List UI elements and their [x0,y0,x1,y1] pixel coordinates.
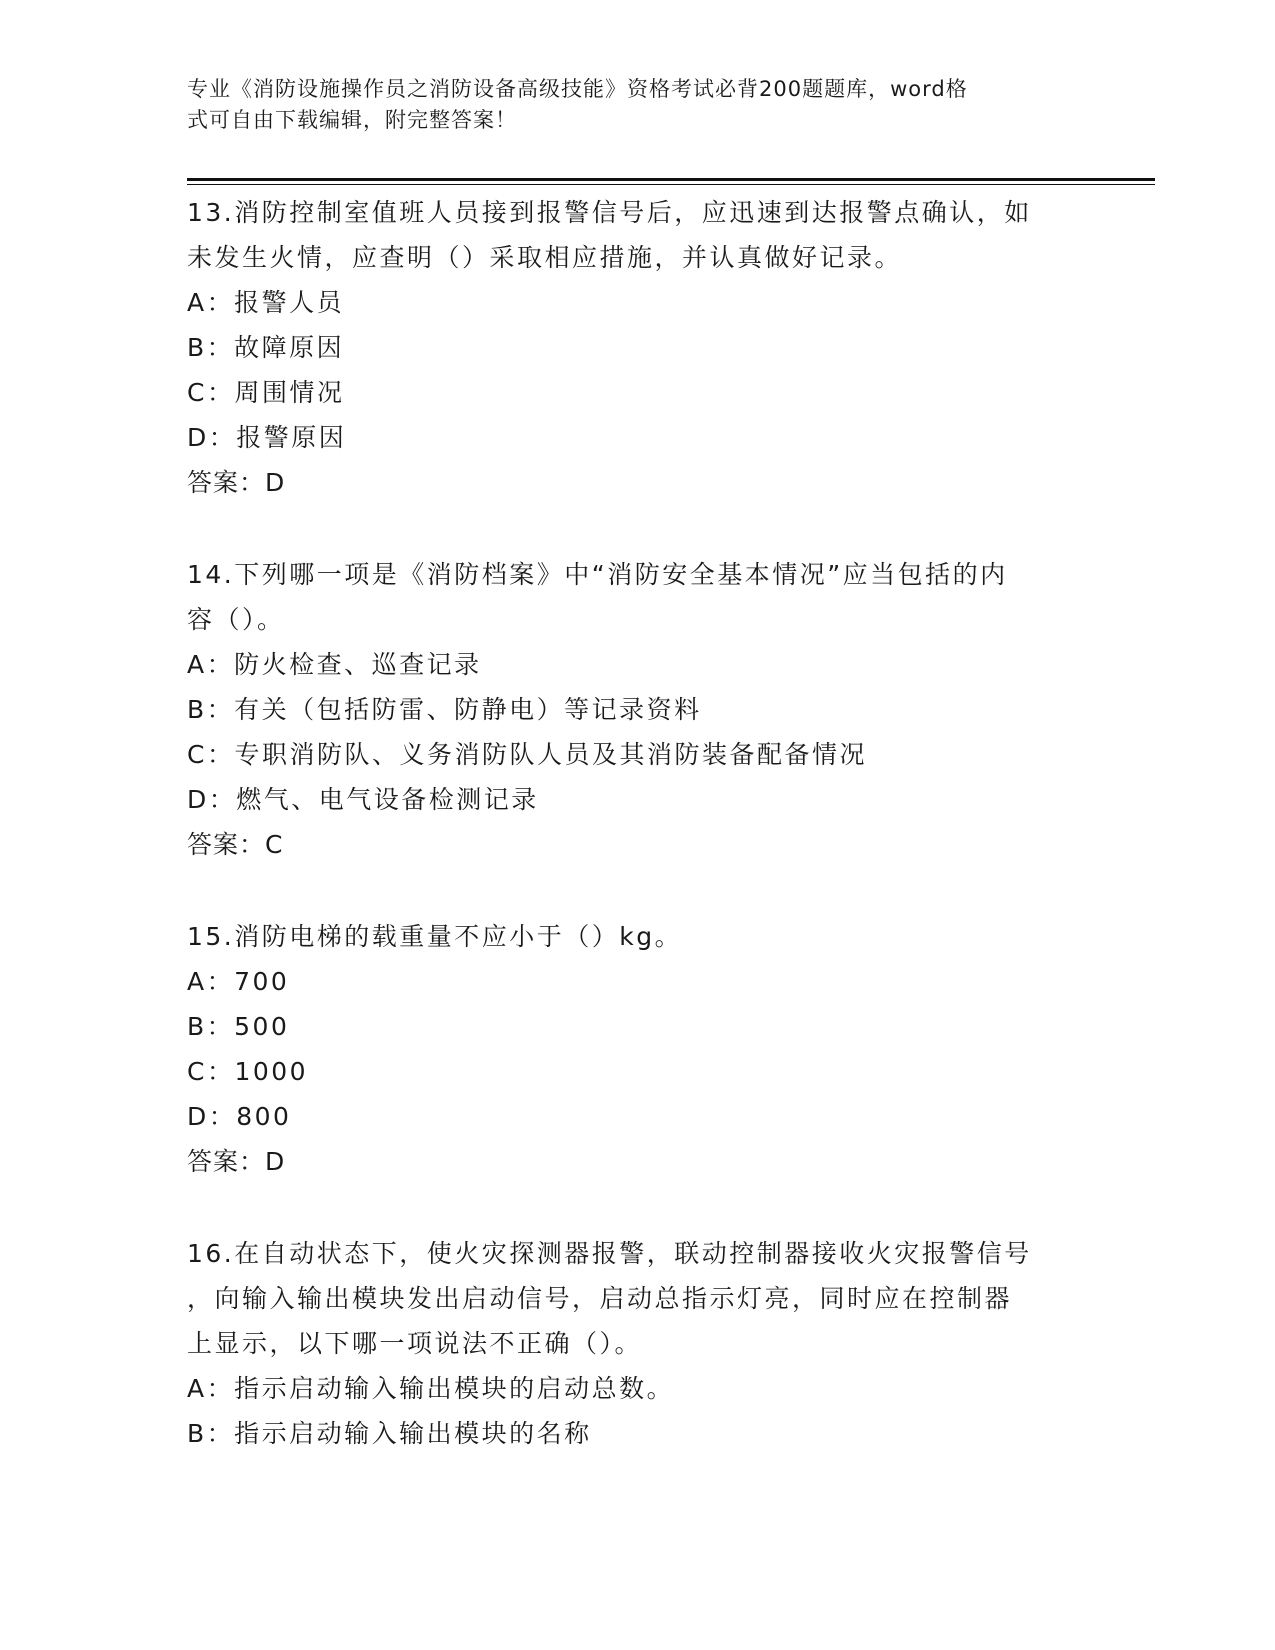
question-stem: 13.消防控制室值班人员接到报警信号后，应迅速到达报警点确认，如 未发生火情，应查明（）采取相应措施，并认真做好记录。 [187,198,1032,272]
question-14 [187,552,1087,867]
option-b: B：故障原因 [187,333,345,362]
question-13 [187,190,1087,505]
option-a: A：防火检查、巡查记录 [187,650,482,679]
option-c: C：1000 [187,1057,309,1086]
option-a: A：700 [187,967,290,996]
option-c: C：周围情况 [187,378,345,407]
option-c: C：专职消防队、义务消防队人员及其消防装备配备情况 [187,740,867,769]
answer-line: 答案：D [187,468,286,497]
answer-line: 答案：D [187,1147,286,1176]
document-header [187,74,1067,136]
question-list [187,190,1087,1503]
question-16 [187,1231,1087,1456]
question-15 [187,914,1087,1184]
question-stem: 15.消防电梯的载重量不应小于（）kg。 [187,922,683,951]
header-line-2: 式可自由下载编辑，附完整答案！ [187,108,517,132]
option-b: B：500 [187,1012,290,1041]
option-d: D：800 [187,1102,292,1131]
answer-line: 答案：C [187,830,284,859]
question-stem: 14.下列哪一项是《消防档案》中“消防安全基本情况”应当包括的内 容（）。 [187,560,1008,634]
question-stem: 16.在自动状态下，使火灾探测器报警，联动控制器接收火灾报警信号 ，向输入输出模块发出启动信号，启动总指示灯亮，同时应在控制器 上显示，以下哪一项说法不正确（）。 [187,1239,1032,1358]
option-b: B：指示启动输入输出模块的名称 [187,1419,592,1448]
header-line-1: 专业《消防设施操作员之消防设备高级技能》资格考试必背200题题库，word格 [187,77,968,101]
option-a: A：报警人员 [187,288,345,317]
option-a: A：指示启动输入输出模块的启动总数。 [187,1374,675,1403]
header-divider-thin [187,184,1155,185]
option-d: D：报警原因 [187,423,347,452]
header-divider-thick [187,178,1155,181]
option-d: D：燃气、电气设备检测记录 [187,785,539,814]
option-b: B：有关（包括防雷、防静电）等记录资料 [187,695,702,724]
